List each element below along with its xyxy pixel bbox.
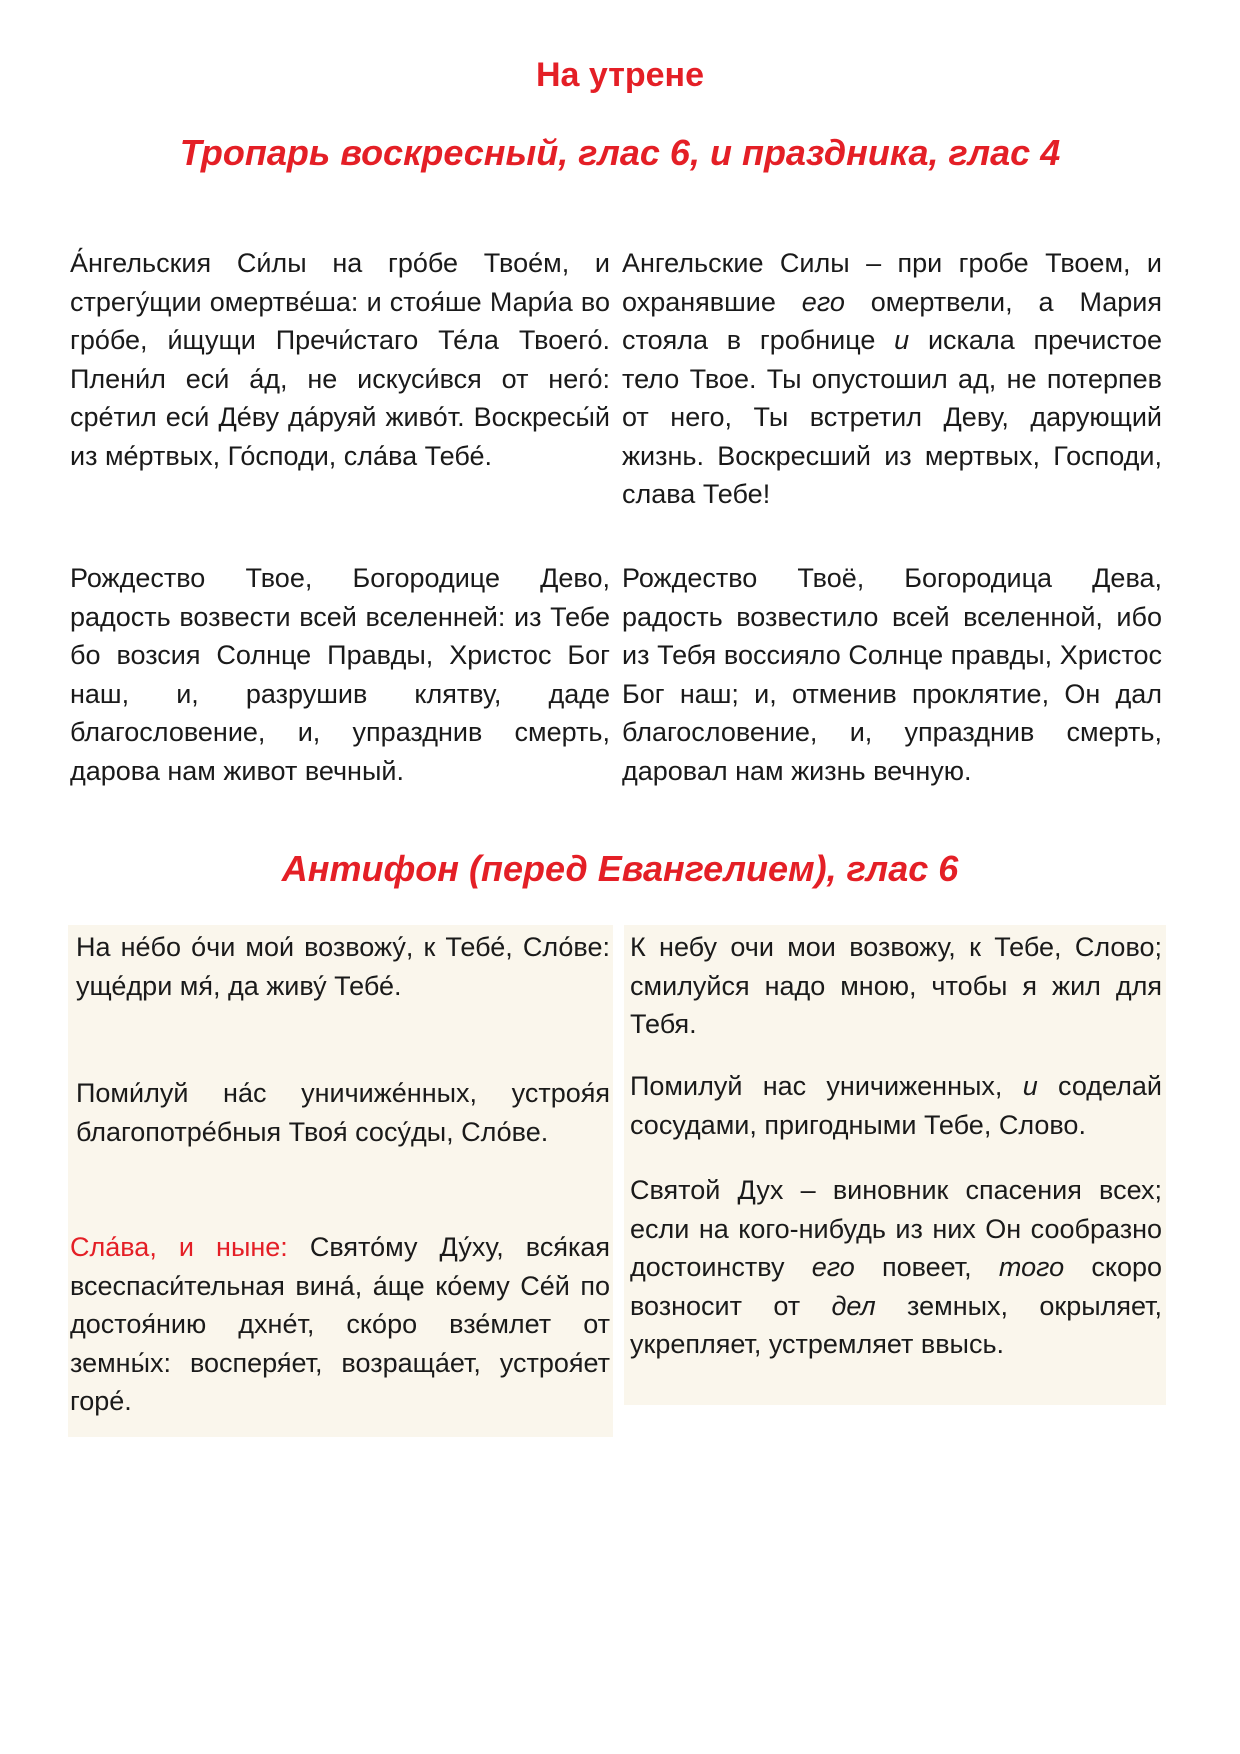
text-run: омертвели, а Мария стояла в гробнице xyxy=(622,286,1162,355)
paragraph: Рождество Твоё, Богородица Дева, радость возвестило всей вселенной, ибо из Тебя воссияло Солнце правды, Христос Бог наш; и, отменив проклятие, Он дал благословение, и, упразднив смерть, даровал нам жизнь вечную. xyxy=(622,563,1162,786)
paragraph xyxy=(630,1171,1162,1364)
italic-run: того xyxy=(998,1252,1065,1282)
paragraph xyxy=(70,1228,610,1421)
section-title-troparion: Тропарь воскресный, глас 6, и праздника, глас 4 xyxy=(179,132,1061,173)
antiphon-russian-verse-2 xyxy=(630,1067,1162,1144)
antiphon-slavonic-verse-2 xyxy=(70,1074,610,1151)
text-run: Свято́му Ду́ху, вся́кая всеспаси́тельная вина́, а́ще ко́ему Се́й по достоя́нию дхне́т, ско́ро взе́млет от земны́х: восперя́ет, возраща́ет, устроя́ет горе́. xyxy=(70,1232,610,1416)
text-run: Святой Дух – виновник спасения всех; если на кого-нибудь из них Он сообразно достоинству xyxy=(630,1175,1162,1282)
paragraph: Поми́луй на́с уничиже́нных, устроя́я благопотре́бныя Твоя́ сосу́ды, Сло́ве. xyxy=(76,1078,610,1147)
troparion-resurrection-russian xyxy=(622,244,1162,514)
paragraph: К небу очи мои возвожу, к Тебе, Слово; смилуйся надо мною, чтобы я жил для Тебя. xyxy=(630,932,1162,1039)
antiphon-russian-verse-1 xyxy=(630,928,1162,1044)
text-run: Помилуй нас уничиженных, xyxy=(630,1071,1023,1101)
section-title-antiphon: Антифон (перед Евангелием), глас 6 xyxy=(281,848,959,889)
paragraph: Рождество Твое, Богородице Дево, радость возвести всей вселенней: из Тебе бо возсия Солнце Правды, Христос Бог наш, и, разрушив клятву, даде благословение, и, упразднив смерть, дарова нам живот вечный. xyxy=(70,563,610,786)
text-run: повеет, xyxy=(854,1252,999,1282)
paragraph xyxy=(622,244,1162,514)
antiphon-slavonic-verse-3 xyxy=(70,1228,610,1421)
text-run: земных, окрыляет, укрепляет, устремляет ввысь. xyxy=(630,1290,1162,1359)
paragraph xyxy=(630,1067,1162,1144)
text-run: скоро возносит от xyxy=(630,1252,1162,1321)
italic-run: его xyxy=(811,1252,855,1282)
paragraph: На не́бо о́чи мои́ возвожу́, к Тебе́, Сло́ве: уще́дри мя́, да живу́ Тебе́. xyxy=(76,932,610,1001)
text-run: Ангельские Силы – при гробе Твоем, и охранявшие xyxy=(622,248,1162,317)
troparion-nativity-slavonic xyxy=(70,559,610,790)
troparion-resurrection-slavonic xyxy=(70,244,610,475)
text-run: соделай сосудами, пригодными Тебе, Слово. xyxy=(630,1071,1162,1140)
italic-run: и xyxy=(894,325,910,355)
paragraph: А́нгельския Си́лы на гро́бе Твое́м, и стрегу́щии омертве́ша: и стоя́ше Мари́а во гро́бе, и́щущи Пречи́стаго Те́ла Твоего́. Плени́л еси́ а́д, не искуси́вся от него́: сре́тил еси́ Де́ву да́руяй живо́т. Воскресы́й из ме́ртвых, Го́споди, сла́ва Тебе́. xyxy=(70,248,610,471)
text-run: искала пречистое тело Твое. Ты опустошил ад, не потерпев от него, Ты встретил Деву, дарующий жизнь. Воскресший из мертвых, Господи, слава Тебе! xyxy=(622,325,1162,509)
italic-run: его xyxy=(801,286,845,317)
glory-label: Сла́ва, и ныне: xyxy=(70,1232,288,1262)
italic-run: дел xyxy=(831,1290,876,1321)
antiphon-slavonic-verse-1 xyxy=(70,928,610,1005)
antiphon-russian-verse-3 xyxy=(630,1171,1162,1364)
section-title-matins: На утрене xyxy=(535,56,704,94)
troparion-nativity-russian xyxy=(622,559,1162,790)
italic-run: и xyxy=(1022,1071,1038,1101)
